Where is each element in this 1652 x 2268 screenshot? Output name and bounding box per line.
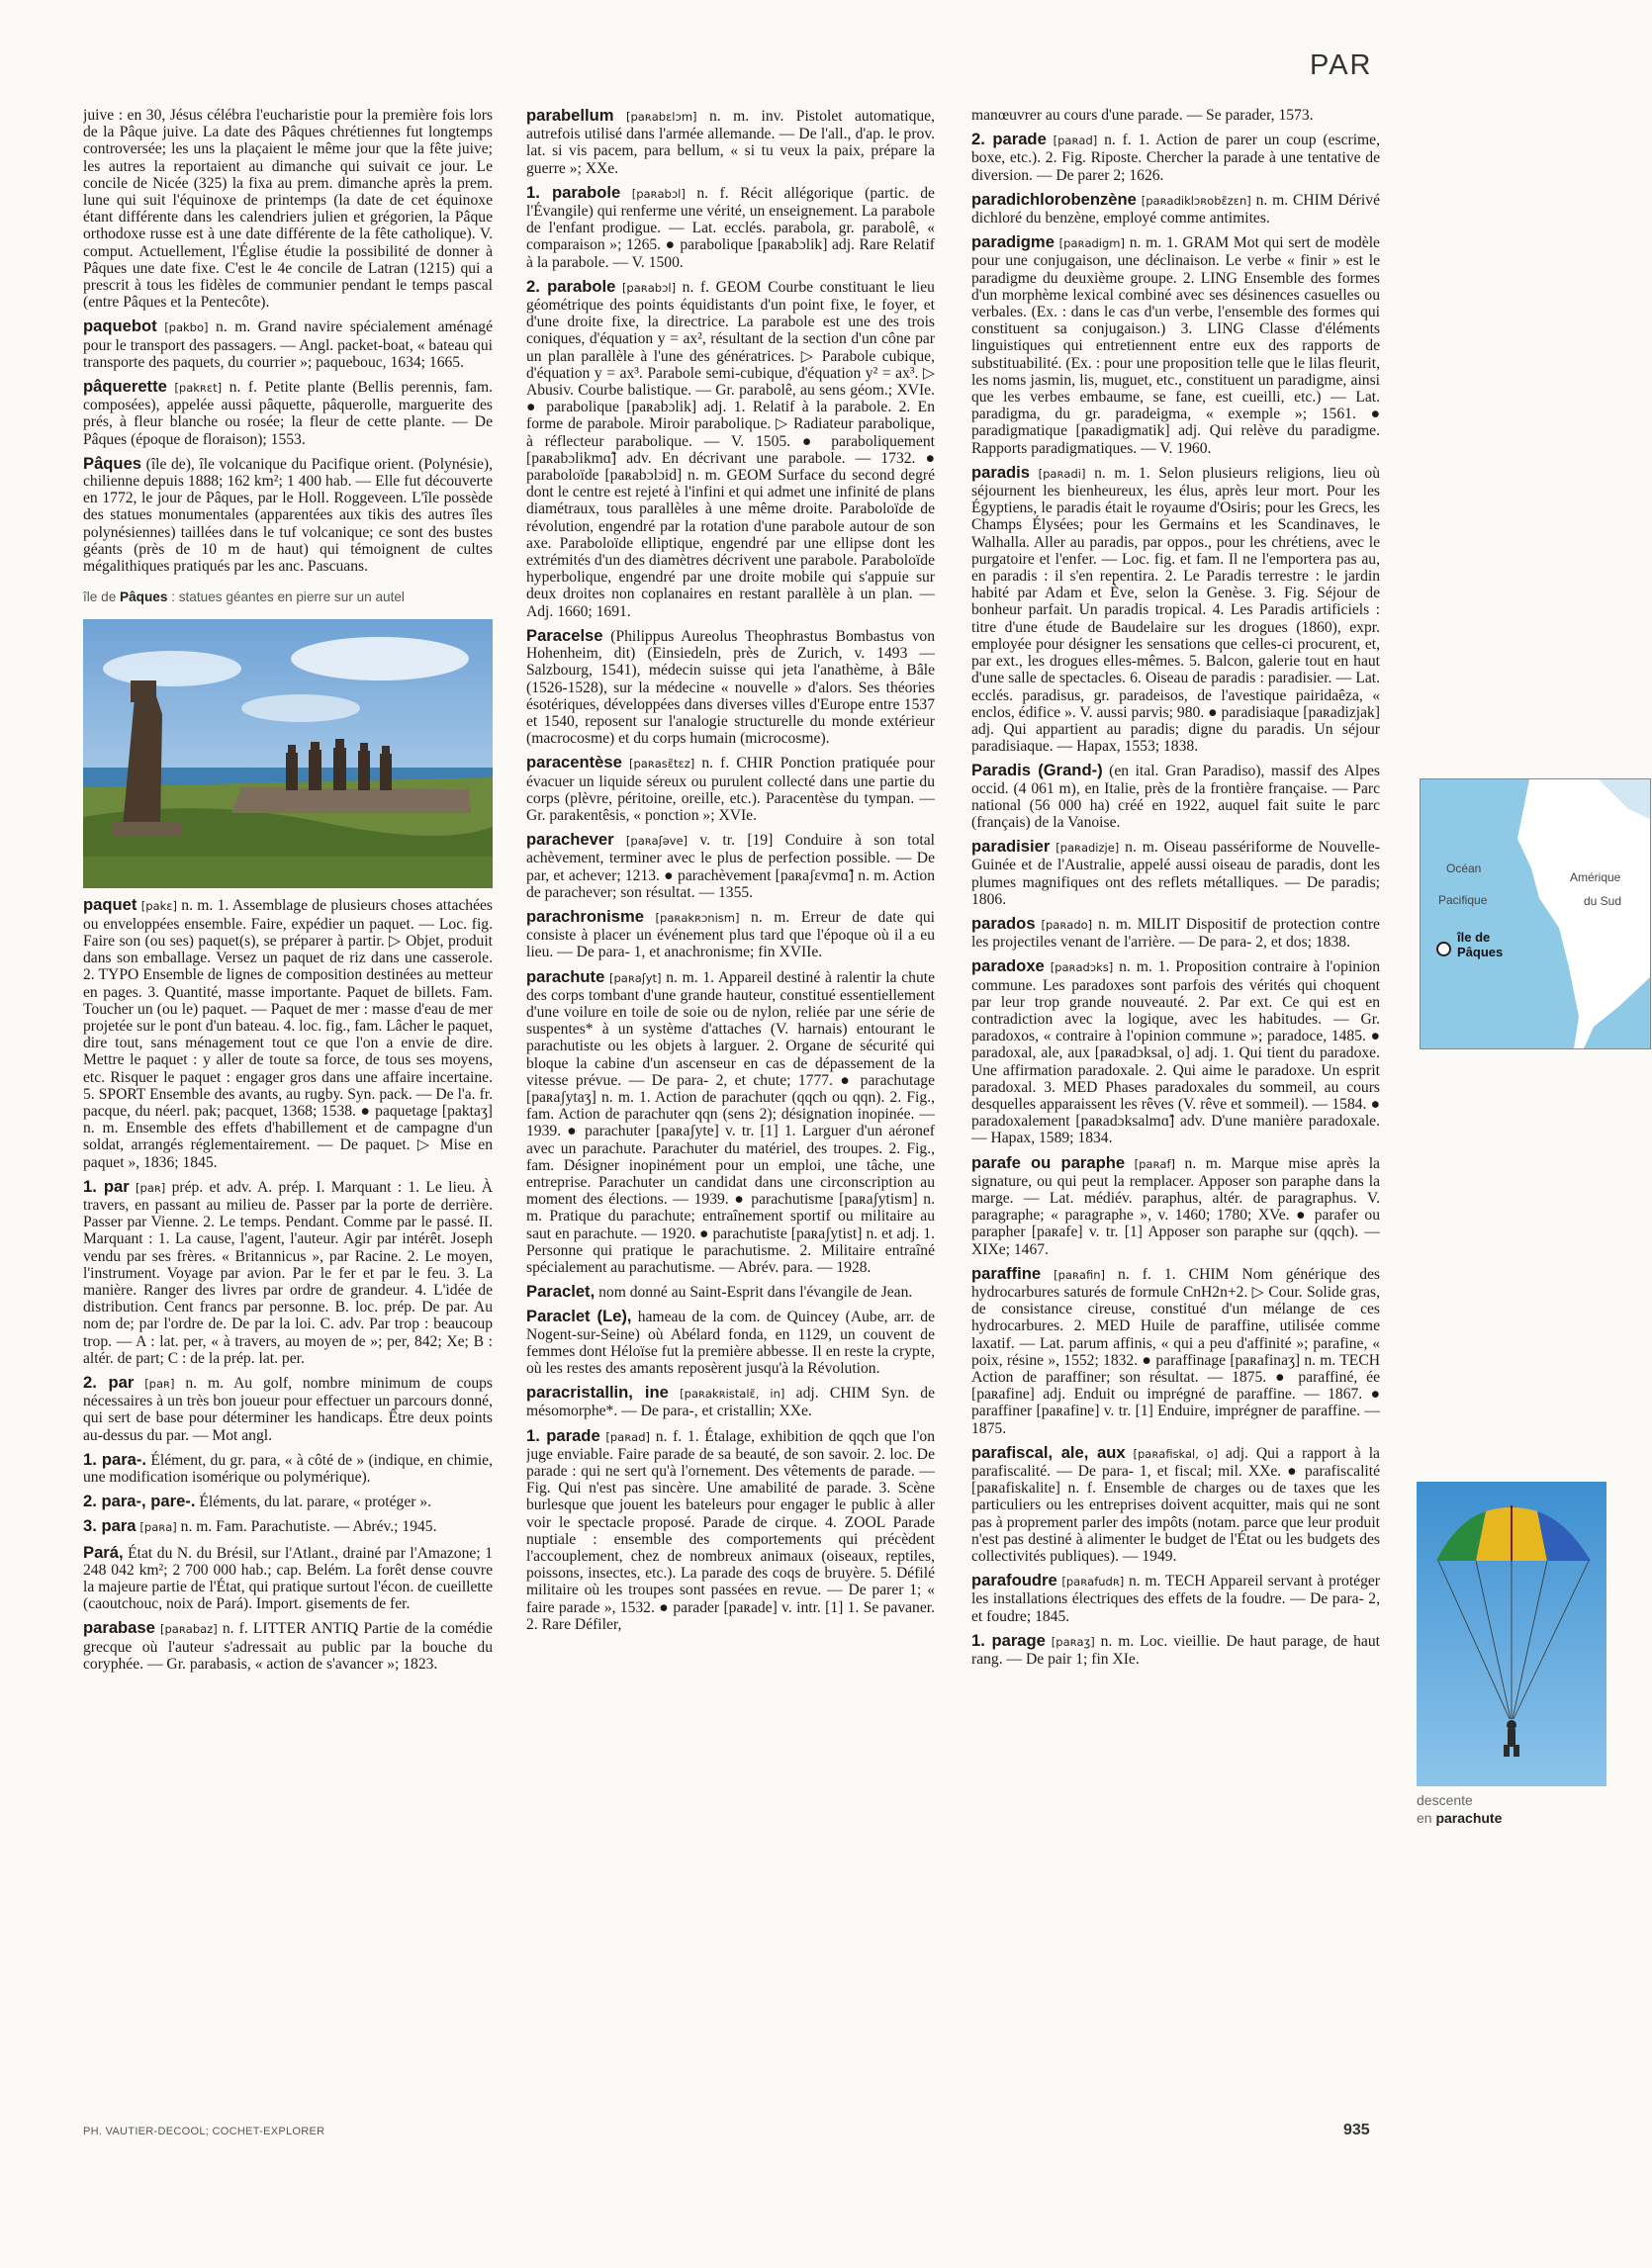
dictionary-entry [971,1572,1380,1625]
entry-phonetic: [pakʀɛt] [174,381,223,396]
entry-definition: n. m. inv. Pistolet automatique, autrefois utilisé dans l'armée allemande. — De l'all., d'ap. le prov. lat. si vis pacem, para bellum, « si tu veux la paix, prépare la guerre »; XXe. [526,108,935,177]
dictionary-entry [526,1308,935,1377]
entry-phonetic: [paʀadɔks] [1050,960,1114,975]
entry-definition: n. f. Récit allégorique (partic. de l'Évangile) qui renferme une vérité, un enseignement. La parabole de l'enfant prodigue. — Lat. ecclés. parabola, gr. parabolê, « comparaison »; 1265. ● parabolique [paʀabɔlik] adj. Rare Relatif à la parabole. — V. 1500. [526,184,935,271]
easter-island-statues-image [83,619,493,888]
entry-definition: n. f. 1. Étalage, exhibition de qqch que l'on juge enviable. Faire parade de sa beauté, de son savoir. 2. loc. De parade : qui ne sert qu'à l'ornement. Des vêtements de parade. — Fig. Qui n'est pas sincère. Une amabilité de parade. 3. Scène burlesque que jouent les bateleurs pour engager le public à aller voir le spectacle proposé. Parade de cirque. 4. ZOOL Parade nuptiale : ensemble des comportements qui précèdent l'accouplement, chez de nombreux animaux (oiseaux, reptiles, poissons, insectes, etc.). La parade des coqs de bruyère. 5. Défilé militaire où les troupes sont passées en revue. — De parer 1; « faire parade », 1532. ● parader [paʀade] v. intr. [1] 1. Se pavaner. 2. Rare Défiler, [526,1427,935,1633]
entry-headword: parados [971,913,1036,933]
map-label-continent-line1: Amérique [1570,870,1621,884]
map-label-island-line1: île de [1457,930,1491,945]
dictionary-entry [526,1283,935,1301]
entry-phonetic: [pakɛ] [140,899,177,914]
entry-definition: n. f. Petite plante (Bellis perennis, fam. composées), appelée aussi pâquette, pâquerolle, marguerite des prés, à fleur blanche ou rosée; la fleur de cette plante. — De Pâques (époque de floraison); 1553. [83,379,493,448]
map-label-island [1457,930,1503,959]
dictionary-entry [83,455,493,575]
entry-phonetic: [paʀaʒ] [1051,1634,1095,1649]
entry-headword: 2. parade [971,130,1047,149]
dictionary-entry [971,233,1380,457]
entry-headword: paquet [83,895,138,915]
easter-island-location-map [1420,778,1651,1049]
dictionary-entry [971,107,1380,124]
entry-phonetic: [paʀafudʀ] [1061,1575,1125,1589]
entry-definition: n. m. MILIT Dispositif de protection contre les projectiles venant de l'arrière. — De para- 2, et dos; 1838. [971,915,1380,952]
entry-phonetic: [paʀabɛlɔm] [625,110,697,124]
entry-headword: 2. parabole [526,276,616,296]
entry-definition: n. m. 1. Assemblage de plusieurs choses attachées ou enveloppées ensemble. Faire, expédier un paquet. — Loc. fig. Faire son (ou ses) paquet(s), se préparer à partir. ▷ Objet, produit dans son emballage. Versez un paquet de riz dans une casserole. 2. TYPO Ensemble de lignes de composition destinées au metteur en pages. 3. Quantité, masse importante. Paquet de billets. Fam. Toucher un (ou le) paquet. — Paquet de mer : masse d'eau de mer projetée sur le pont d'un bateau. 4. loc. fig., fam. Lâcher le paquet, dire tout, sans ménagement tout ce que l'on a envie de dire. Mettre le paquet : y aller de toute sa force, de tous ses moyens, etc. Risquer le paquet : engager gros dans une affaire incertaine. 5. SPORT Ensemble des avants, au rugby. Syn. pack. — De l'a. fr. pacque, du néerl. pak; pacquet, 1368; 1538. ● paquetage [paktaʒ] n. m. Ensemble des effets d'habillement et de campagne d'un soldat, arrangés réglementairement. — De paquet. ▷ Mise en paquet », 1836; 1845. [83,897,493,1171]
parachute-image [1417,1482,1606,1786]
dictionary-entry [83,318,493,371]
entry-definition: n. f. CHIR Ponction pratiquée pour évacuer un liquide séreux ou purulent collecté dans une partie du corps (plèvre, péritoine, oreille, etc.). Paracentèse du tympan. — Gr. parakentêsis, « ponction »; XVIe. [526,755,935,824]
entry-definition: n. m. Marque mise après la signature, ou qui peut la remplacer. Apposer son paraphe dans la marge. — Lat. médiév. paraphus, altér. de paragraphus. V. paragraphe; « paragraphe », v. 1460; 1780; XVe. ● parafer ou parapher [paʀafe] v. tr. [1] Apposer son paraphe sur (qqch). — XIXe; 1467. [971,1154,1380,1258]
dictionary-entry [83,1493,493,1510]
dictionary-entry [971,1265,1380,1437]
entry-definition: n. m. 1. GRAM Mot qui sert de modèle pour une conjugaison, une déclinaison. Le verbe « finir » est le paradigme du deuxième groupe. 2. LING Ensemble des formes d'un morphème lexical combiné avec ses désinences casuelles ou verbales. (Ex. : dans le cas d'un verbe, l'ensemble des formes qui constituent sa conjugaison.) 3. LING Classe d'éléments linguistiques qui entretiennent entre eux des rapports de substituabilité. (Ex. : pour une proposition telle que le lilas fleurit, les noms jasmin, lis, muguet, etc., constituent un paradigme, ainsi que les verbes embaume, se fane, est cueilli, etc.) — Lat. paradigma, du gr. paradeigma, « exemple »; 1561. ● paradigmatique [paʀadigmatik] adj. Qui relève du paradigme. Rapports paradigmatiques. — V. 1960. [971,234,1380,457]
entry-headword: Paraclet (Le), [526,1307,632,1326]
entry-headword: paradigme [971,232,1055,252]
entry-phonetic: [paʀabaz] [160,1622,218,1637]
entry-headword: Paracelse [526,625,603,645]
dictionary-entry [971,191,1380,227]
dictionary-column-2 [526,107,935,2125]
entry-phonetic: [paʀafiskal, o] [1133,1446,1219,1461]
entry-headword: paradisier [971,837,1051,857]
entry-definition: v. tr. [19] Conduire à son total achèvement, terminer avec le plus de perfection possible. — De par, et achever; 1213. ● parachèvement [paʀaʃɛvmɑ̃] n. m. Action de parachever; son résultat. — 1355. [526,832,935,901]
dictionary-entry [526,107,935,177]
dictionary-entry [971,464,1380,755]
entry-definition: adj. Qui a rapport à la parafiscalité. — De para- 1, et fiscal; mil. XXe. ● parafiscalité [paʀafiskalite] n. f. Ensemble de charges ou de taxes que les particuliers ou les entreprises doivent acquitter, mais qui ne sont pas à proprement parler des impôts (notam. parce que leur produit n'est pas destiné à alimenter le budget de l'État ou les budgets des collectivités publiques). — 1949. [971,1444,1380,1566]
entry-definition: adj. CHIM Syn. de mésomorphe*. — De para-, et cristallin; XXe. [526,1385,935,1420]
entry-phonetic: [paʀakʀistalɛ̃, in] [680,1387,785,1402]
caption-suffix: : statues géantes en pierre sur un autel [167,590,405,605]
entry-definition: n. m. Au golf, nombre minimum de coups nécessaires à un très bon joueur pour effectuer un parcours donné, qui sert de base pour déterminer les handicaps. Être deux points au-dessus du par. — Mot angl. [83,1374,493,1444]
dictionary-entry [83,1544,493,1613]
entry-phonetic: [paʀadizje] [1055,841,1120,856]
page-header-title: PAR [1310,49,1373,81]
dictionary-column-3 [971,107,1380,2125]
entry-definition: n. m. 1. Appareil destiné à ralentir la chute des corps tombant d'une grande hauteur, constitué essentiellement d'une voilure en toile de soie ou de nylon, reliée par une série de suspentes* à un système d'attaches (V. harnais) entourant le parachutiste ou les objets à larguer. 2. Organe de sécurité qui bloque la cabine d'un ascenseur en cas de dépassement de la vitesse prévue. — De para- 2, et chute; 1777. ● parachutage [paʀaʃytaʒ] n. m. 1. Action de parachuter (qqch ou qqn). 2. Fig., fam. Action de parachuter qqn (sens 2); désignation inopinée. — 1939. ● parachuter [paʀaʃyte] v. tr. [1] 1. Larguer d'un aéronef avec un parachute. Parachuter du matériel, des troupes. 2. Fig., fam. Désigner inopinément pour un emploi, une tâche, une entreprise. Parachuter un candidat dans une circonscription au moment des élections. — 1939. ● parachutisme [paʀaʃytism] n. m. Pratique du parachute; entraînement sportif ou militaire au saut en parachute. — 1920. ● parachutiste [paʀaʃytist] n. et adj. 1. Personne qui pratique le parachutisme. 2. Militaire entraîné spécialement au parachutisme. — Abrév. para. — 1928. [526,968,935,1276]
dictionary-entry [971,957,1380,1146]
entry-headword: 1. parage [971,1630,1046,1650]
entry-phonetic: [paʀadi] [1038,466,1086,481]
parachute-descent-photo [1417,1482,1606,1786]
easter-island-statues-photo [83,619,493,888]
caption-line-2-prefix: en [1417,1810,1436,1826]
map-label-ocean: Océan [1446,862,1482,875]
entry-definition: n. m. 1. Selon plusieurs religions, lieu où séjournent les bienheureux, les élus, après leur mort. Pour les Égyptiens, le paradis était le royaume d'Osiris; pour les Grecs, les Champs Élysées; pour les Germains et les Scandinaves, le Walhalla. Aller au paradis, par oppos., pour les chrétiens, avec le purgatoire et l'enfer. — Loc. fig. et fam. Il ne l'emportera pas au, en paradis : il s'en repentira. 2. Le Paradis terrestre : le jardin habité par Adam et Ève, selon la Genèse. 3. Fig. Séjour de bonheur parfait. Un paradis tropical. 4. Les Paradis artificiels : titre d'une étude de Baudelaire sur les drogues (1860), expr. employée pour désigner les sensations que celles-ci procurent, et, par ext., les drogues elles-mêmes. 5. Balcon, galerie tout en haut d'une salle de spectacles. 6. Oiseau de paradis : paradisier. — Lat. ecclés. paradisus, gr. paradeisos, de l'avestique pairidaêza, « enclos, édifice ». V. aussi parvis; 980. ● paradisiaque [paʀadizjak] adj. Qui appartient au paradis; digne du paradis. Un séjour paradisiaque. — Hapax, 1553; 1838. [971,464,1380,756]
entry-headword: parabellum [526,107,614,125]
caption-prefix: île de [83,590,121,605]
entry-phonetic: [paʀaʃəve] [625,834,688,849]
caption-line-1: descente [1417,1792,1473,1808]
dictionary-entry [526,1384,935,1419]
entry-headword: 1. parabole [526,182,621,202]
dictionary-entry [971,762,1380,831]
entry-definition: prép. et adv. A. prép. I. Marquant : 1. Le lieu. À travers, en passant au milieu de. Passer par la porte de derrière. Passer par Vienne. 2. Le temps. Pendant. Comme par le passé. II. Marquant : 1. La cause, l'agent, l'auteur. Agir par intérêt. Joseph vendu par ses frères. « Britannicus », par Racine. 2. Le moyen, l'instrument. Voyage par avion. Par le fer et par le feu. 3. La manière. Ranger des livres par ordre de grandeur. 4. L'idée de distribution. Cent francs par personne. B. loc. prép. De par. Au nom de; par l'ordre de. De par la loi. C. adv. Par trop : beaucoup trop. — A : lat. per, « à travers, au moyen de »; per, 842; Xe; B : altér. de part; C : de la prép. lat. per. [83,1178,493,1367]
dictionary-entry [526,1427,935,1633]
entry-phonetic: [paʀ] [136,1180,166,1195]
dictionary-entry [971,1444,1380,1565]
dictionary-entry [971,1632,1380,1668]
entry-definition: Éléments, du lat. parare, « protéger ». [199,1494,432,1511]
dictionary-entry [83,1374,493,1444]
dictionary-entry [971,838,1380,908]
entry-definition: n. m. Fam. Parachutiste. — Abrév.; 1945. [180,1518,437,1536]
dictionary-entry [526,908,935,961]
entry-phonetic: [paʀado] [1041,917,1093,932]
entry-definition: État du N. du Brésil, sur l'Atlant., drainé par l'Amazone; 1 248 042 km²; 2 700 000 hab.; cap. Belém. La forêt dense couvre la majeure partie de l'État, qui pratique surtout l'écon. de cueillette (caoutchouc, noix de Pará). Import. gisements de fer. [83,1544,493,1613]
entry-headword: pâquerette [83,377,167,397]
entry-headword: paraffine [971,1263,1042,1283]
dictionary-entry [526,184,935,271]
entry-definition: juive : en 30, Jésus célébra l'eucharistie pour la première fois lors de la Pâque juive. La date des Pâques chrétiennes fut longtemps controversée; les uns la plaçaient le même jour que la fête juive; les autres la reportaient au dimanche qui suivait ce jour. Le concile de Nicée (325) la fixa au prem. dimanche après la prem. lune qui suit l'équinoxe de printemps (la date de cet équinoxe étant différente dans les calendriers julien et grégorien, la Pâque orthodoxe russe est à une date différente de la fête catholique). V. comput. Actuellement, l'Église étudie la possibilité de donner à Pâques une date fixe. C'est le 4e concile de Latran (1215) qui a prescrit à tous les fidèles de communier pendant le temps pascal (entre Pâques et la Pentecôte). [83,107,493,312]
entry-phonetic: [paʀaʃyt] [609,970,662,985]
dictionary-entry [83,1517,493,1536]
entry-headword: parachronisme [526,906,644,926]
entry-phonetic: [paʀadiklɔʀobɛ̃zɛn] [1141,193,1251,208]
entry-phonetic: [paʀafin] [1054,1267,1105,1282]
entry-definition: n. m. Erreur de date qui consiste à placer un événement plus tard que l'époque où il a eu lieu. — De para- 1, et anachronisme; fin XVIIe. [526,908,935,961]
entry-definition: n. m. 1. Proposition contraire à l'opinion commune. Les paradoxes sont parfois des vérités qui choquent par leur trop grande nouveauté. 2. Par ext. Ce qui est en contradiction avec la logique, avec les habitudes. — Gr. paradoxos, « contraire à l'opinion commune »; paradoce, 1485. ● paradoxal, ale, aux [paʀadɔksal, o] adj. 1. Qui tient du paradoxe. Une affirmation paradoxale. 2. Qui aime le paradoxe. Un esprit paradoxal. 3. MED Phases paradoxales du sommeil, au cours desquelles apparaissent les rêves (V. rêve et sommeil). — 1584. ● paradoxalement [paʀadɔksalmɑ̃] adv. D'une manière paradoxale. — Hapax, 1589; 1834. [971,958,1380,1147]
entry-phonetic: [paʀaf] [1134,1156,1175,1171]
entry-definition: (en ital. Gran Paradiso), massif des Alpes occid. (4 061 m), en Italie, près de la frontière française. — Parc national (56 000 ha) créé en 1922, auquel fait suite le parc (français) de la Vanoise. [971,763,1380,831]
entry-phonetic: [pakbo] [164,320,209,335]
entry-phonetic: [paʀad] [605,1429,650,1444]
dictionary-entry [526,754,935,824]
entry-headword: Paraclet, [526,1282,596,1302]
column-1-entries-bottom [83,896,493,1673]
page-number: 935 [1343,2122,1370,2138]
entry-phonetic: [paʀabɔl] [631,186,686,201]
column-1-entries-top [83,107,493,575]
dictionary-entry [526,278,935,620]
entry-definition: n. m. CHIM Dérivé dichloré du benzène, employé comme antimites. [971,191,1380,227]
map-label-continent-line2: du Sud [1584,894,1622,908]
dictionary-entry [83,1619,493,1673]
entry-headword: paquebot [83,317,157,336]
entry-headword: 1. par [83,1176,130,1196]
entry-headword: parachever [526,830,614,850]
parachute-photo-caption [1417,1791,1502,1827]
entry-headword: 2. par [83,1372,135,1392]
entry-definition: n. f. GEOM Courbe constituant le lieu géométrique des points équidistants d'un point fixe, le foyer, et d'une droite fixe, la directrice. La parabole est une des trois coniques, d'équation y = ax², résultant de la section d'un cône par un plan parallèle à l'une des génératrices. ▷ Parabole cubique, d'équation y = ax³. Parabole semi-cubique, d'équation y² = ax³. ▷ Abusiv. Courbe balistique. — Gr. parabolê, au sens géom.; XVIe. ● parabolique [paʀabɔlik] adj. 1. Relatif à la parabole. 2. En forme de parabole. Miroir parabolique. ▷ Radiateur parabolique, à réflecteur parabolique. — V. 1505. ● paraboliquement [paʀabɔlikmɑ̃] adv. En décrivant une parabole. — 1732. ● paraboloïde [paʀabɔlɔid] n. m. GEOM Surface du second degré dont le centre est rejeté à l'infini et qui admet une infinité de plans diamétraux, tous parallèles à une même droite. Paraboloïde de révolution, engendré par la rotation d'une parabole autour de son axe. Paraboloïde elliptique, engendré par une ellipse dont les extrémités d'un des diamètres décrivent une parabole. Paraboloïde hyperbolique, engendré par une droite mobile qui s'appuie sur deux droites non coplanaires en restant parallèle à un plan. — Adj. 1660; 1691. [526,278,935,620]
entry-phonetic: [paʀ] [144,1376,175,1391]
entry-phonetic: [paʀasɛ̃tɛz] [628,757,695,771]
map-label-pacific: Pacifique [1438,893,1488,907]
entry-headword: 2. para-, pare-. [83,1492,196,1511]
entry-headword: 1. parade [526,1425,600,1445]
dictionary-entry [83,896,493,1170]
entry-headword: paradis [971,462,1031,482]
caption-bold: Pâques [120,590,168,605]
entry-headword: parachute [526,966,605,986]
entry-headword: parafe ou paraphe [971,1152,1126,1172]
entry-headword: Pâques [83,453,142,473]
entry-headword: paracristallin, ine [526,1383,669,1403]
dictionary-entry [83,378,493,448]
entry-definition: n. f. LITTER ANTIQ Partie de la comédie grecque où l'auteur s'adressait au public par la bouche du coryphée. — Gr. parabasis, « action de s'avancer »; 1823. [83,1620,493,1673]
easter-island-marker-icon [1436,942,1451,956]
entry-headword: parabase [83,1618,155,1638]
entry-definition: manœuvrer au cours d'une parade. — Se parader, 1573. [971,107,1314,124]
dictionary-entry [83,1451,493,1486]
entry-definition: n. f. 1. CHIM Nom générique des hydrocarbures saturés de formule CnH2n+2. ▷ Cour. Solide gras, de consistance cireuse, constitué d'un mélange de ces hydrocarbures. 2. MED Huile de paraffine, utilisée comme laxatif. — Lat. parum affinis, « qui a peu d'affinité »; parafine, « poix, résine », 1552; 1832. ● paraffinage [paʀafinaʒ] n. m. TECH Action de paraffiner; son résultat. — 1875. ● paraffiné, ée [paʀafine] adj. Enduit ou imprégné de paraffine. — 1867. ● paraffiner [paʀafine] v. tr. [1] Enduire, imprégner de paraffine. — 1875. [971,1265,1380,1437]
entry-definition: n. m. Oiseau passériforme de Nouvelle-Guinée et de l'Australie, appelé aussi oiseau de paradis, dont les plumes magnifiques ont des reflets métalliques. — De paradis; 1806. [971,839,1380,908]
entry-headword: paradichlorobenzène [971,189,1137,209]
entry-headword: Paradis (Grand-) [971,761,1103,780]
map-graphic [1421,779,1650,1048]
dictionary-entry [526,831,935,901]
dictionary-entry [526,968,935,1277]
entry-definition: Élément, du gr. para, « à côté de » (indique, en chimie, une modification isomérique ou polymérique). [83,1451,493,1486]
entry-headword: parafoudre [971,1571,1057,1590]
dictionary-entry [971,915,1380,951]
entry-phonetic: [paʀa] [139,1520,177,1535]
entry-phonetic: [paʀakʀɔnism] [655,910,740,925]
dictionary-entry [971,1154,1380,1258]
dictionary-entry [971,131,1380,184]
entry-headword: 3. para [83,1516,137,1536]
entry-phonetic: [paʀad] [1053,134,1098,148]
map-label-island-line2: Pâques [1457,945,1504,959]
entry-headword: parafiscal, ale, aux [971,1442,1126,1462]
entry-definition: n. m. TECH Appareil servant à protéger les installations électriques des effets de la foudre. — De para- 2, et foudre; 1845. [971,1573,1380,1625]
entry-definition: n. f. 1. Action de parer un coup (escrime, boxe, etc.). 2. Fig. Riposte. Chercher la parade à une tentative de diversion. — De parer 2; 1626. [971,132,1380,184]
entry-definition: nom donné au Saint-Esprit dans l'évangile de Jean. [598,1284,913,1302]
dictionary-entry [83,107,493,311]
entry-headword: 1. para-. [83,1449,147,1469]
caption-line-2 [1417,1809,1502,1827]
entry-phonetic: [paʀadigm] [1058,236,1125,251]
dictionary-entry [526,627,935,747]
entry-headword: Pará, [83,1542,124,1562]
entry-headword: paracentèse [526,753,622,772]
easter-island-photo-caption [83,589,493,605]
entry-definition: hameau de la com. de Quincey (Aube, arr. de Nogent-sur-Seine) où Abélard fonda, en 1129, un couvent de femmes dont Héloïse fut la première abbesse. Il en reste la crypte, où les restes des amants reposèrent jusqu'à la Révolution. [526,1309,935,1378]
entry-definition: (île de), île volcanique du Pacifique orient. (Polynésie), chilienne depuis 1888; 162 km²; 1 400 hab. — Elle fut découverte en 1772, le jour de Pâques, par le Holl. Roggeveen. L'île possède des statues monumentales (apparentées aux tikis des autres îles polynésiennes) taillées dans le tuf volcanique; ce sont des bustes géants (près de 10 m de haut) qui témoignent de cultes mégalithiques pratiqués par les anc. Pascuans. [83,455,493,576]
dictionary-entry [83,1178,493,1367]
photo-credit: PH. VAUTIER-DECOOL; COCHET-EXPLORER [83,2126,325,2137]
caption-line-2-bold: parachute [1435,1810,1503,1826]
entry-headword: paradoxe [971,956,1045,976]
entry-definition: n. m. Grand navire spécialement aménagé pour le transport des passagers. — Angl. packet-boat, « bateau qui transporte des paquets, du courrier »; paquebouc, 1634; 1665. [83,318,493,371]
entry-definition: (Philippus Aureolus Theophrastus Bombastus von Hohenheim, dit) (Einsiedeln, près de Zurich, v. 1493 — Salzbourg, 1541), médecin suisse qui jeta l'anathème, à Bâle (1526-1528), sur la médecine « nouvelle » d'alors. Ses théories ésotériques, développées dans diverses villes d'Europe entre 1537 et 1540, reposent sur l'analogie structurelle du monde extérieur (macrocosme) et du corps humain (microcosme). [526,627,935,748]
entry-definition: n. m. Loc. vieillie. De haut parage, de haut rang. — De pair 1; fin XIe. [971,1632,1380,1669]
dictionary-column-1 [83,107,493,2125]
entry-phonetic: [paʀabɔl] [621,280,677,295]
